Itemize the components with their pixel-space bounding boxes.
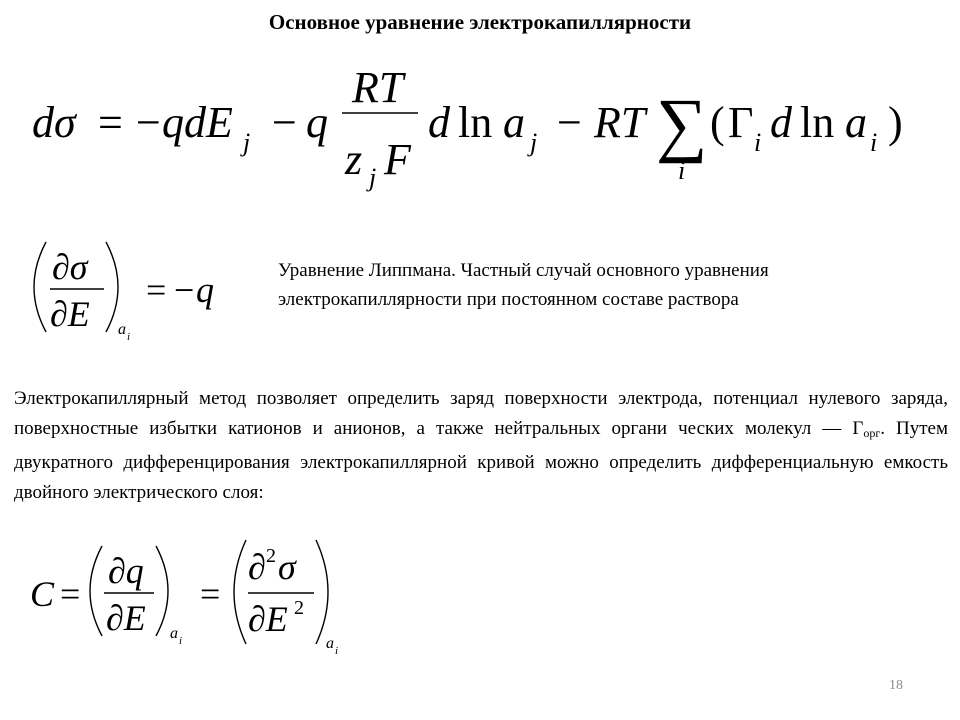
- eq-sub-j-1: j: [243, 128, 251, 157]
- eq-paren-open: (: [710, 98, 725, 147]
- eq-d-2: d: [770, 98, 792, 147]
- page-number: 18: [889, 678, 903, 693]
- cap-sub-i-1: i: [179, 635, 183, 647]
- eq-qdE: qdE: [162, 98, 233, 147]
- cap-sub-i-2: i: [335, 645, 339, 657]
- lippmann-sub-i: i: [127, 331, 131, 343]
- eq-gamma: Γ: [728, 98, 754, 147]
- slide-title: Основное уравнение электрокапиллярности: [268, 10, 692, 34]
- cap-equals-2: =: [200, 574, 221, 614]
- cap-C: C: [30, 574, 55, 614]
- paragraph-part-2: . Путем двукратного дифференцирования электрокапиллярной кривой можно определить дифференциальную емкость двойного электрического слоя:: [14, 418, 948, 503]
- eq-minus-2: −: [272, 98, 297, 147]
- eq-paren-close: ): [888, 98, 903, 147]
- cap-denominator-1: ∂E: [106, 598, 146, 638]
- eq-RT: RT: [594, 98, 646, 147]
- cap-numerator-sigma: σ: [278, 547, 296, 587]
- eq-q: q: [306, 98, 328, 147]
- cap-denominator-2: ∂E: [248, 599, 288, 639]
- cap-right-bracket-2: [316, 540, 328, 644]
- lippmann-minus: −: [174, 270, 195, 310]
- paragraph-part-1: Электрокапиллярный метод позволяет определить заряд поверхности электрода, потенциал нулевого заряда, поверхностные избытки катионов и анионов, а также нейтральных органи ческих молекул — Г: [14, 388, 948, 439]
- eq-a-2: a: [845, 98, 867, 147]
- eq-minus-3: −: [557, 98, 582, 147]
- lippmann-sub-a: a: [118, 321, 126, 338]
- eq-ln-1: ln: [458, 98, 493, 147]
- capacitance-equation: [0, 0, 400, 720]
- eq-sub-j-2: j: [369, 163, 377, 192]
- paragraph-subscript: орг: [863, 426, 881, 440]
- eq-ln-2: ln: [800, 98, 835, 147]
- lippmann-q: q: [196, 270, 214, 310]
- eq-d-sigma: dσ: [32, 98, 76, 147]
- cap-right-bracket-1: [156, 546, 168, 636]
- eq-sum-sign: ∑: [656, 84, 708, 164]
- eq-sub-j-3: j: [530, 128, 538, 157]
- eq-frac-z: z: [345, 135, 363, 184]
- lippmann-numerator: ∂σ: [52, 247, 88, 287]
- cap-numerator-1: ∂q: [108, 551, 144, 591]
- cap-sub-a-2: a: [326, 635, 334, 652]
- eq-sum-index-i: i: [678, 156, 686, 185]
- cap-numerator-power: 2: [266, 545, 276, 567]
- eq-frac-F: F: [384, 135, 411, 184]
- lippmann-equals: =: [146, 270, 167, 310]
- eq-equals: =: [98, 98, 123, 147]
- eq-a-1: a: [503, 98, 525, 147]
- eq-sub-i-1: i: [754, 128, 762, 157]
- cap-numerator-partial: ∂: [248, 547, 266, 587]
- lippmann-description: Уравнение Липпмана. Частный случай основного уравнения электрокапиллярности при постоянном составе раствора: [278, 260, 769, 310]
- eq-minus-1: −: [136, 98, 161, 147]
- eq-frac-RT: RT: [352, 63, 404, 112]
- eq-sub-i-2: i: [870, 128, 878, 157]
- cap-sub-a-1: a: [170, 625, 178, 642]
- cap-left-bracket-2: [234, 540, 246, 644]
- cap-equals-1: =: [60, 574, 81, 614]
- cap-denominator-power: 2: [294, 597, 304, 619]
- eq-d-1: d: [428, 98, 450, 147]
- cap-left-bracket-1: [90, 546, 102, 636]
- lippmann-denominator: ∂E: [50, 294, 90, 334]
